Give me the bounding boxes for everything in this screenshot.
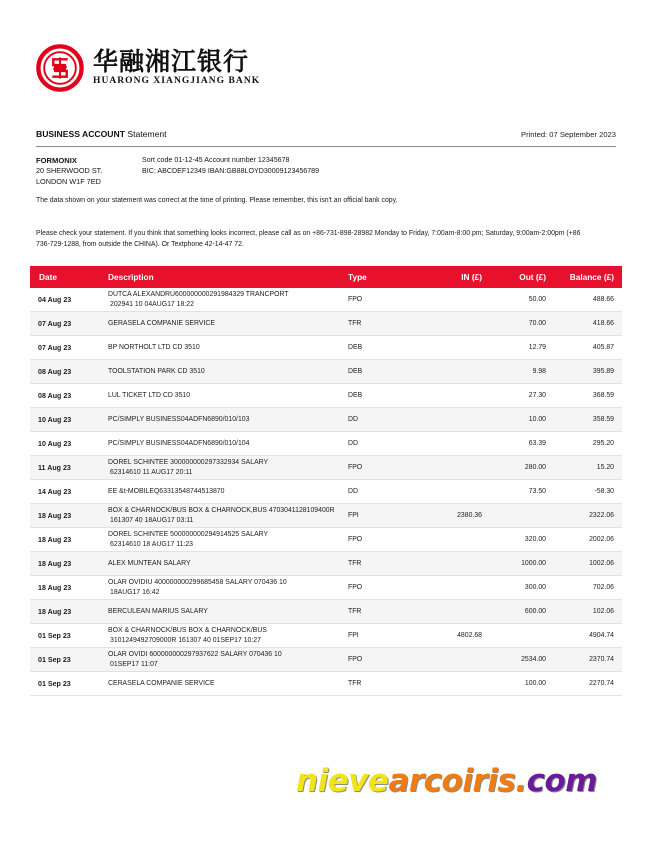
cell-balance: 358.59: [592, 416, 614, 423]
cell-out: 10.00: [528, 416, 546, 423]
description-line-1: BOX & CHARNOCK/BUS BOX & CHARNOCK,BUS 4703041128109400R: [108, 506, 335, 514]
column-header-description: Description: [108, 271, 154, 282]
cell-description: [108, 559, 348, 569]
printed-date: Printed: 07 September 2023: [521, 130, 616, 139]
cell-type: TFR: [348, 608, 362, 615]
bank-name-block: [93, 49, 260, 87]
cell-description: [108, 530, 348, 550]
description-line-2: 62314610 11 AUG17 20:11: [110, 468, 193, 476]
cell-balance: 368.59: [592, 392, 614, 399]
table-row: [30, 480, 622, 504]
description-line-1: DOREL SCHINTEE 500000000294914525 SALARY: [108, 530, 269, 538]
cell-type: DEB: [348, 344, 363, 351]
description-line-1: PC/SIMPLY BUSINESS04ADFN6890/010/104: [108, 439, 250, 447]
cell-date: 18 Aug 23: [38, 511, 72, 520]
cell-balance: 488.66: [592, 296, 614, 303]
bank-name-en: HUARONG XIANGJIANG BANK: [93, 76, 261, 87]
description-line-1: TOOLSTATION PARK CD 3510: [108, 367, 205, 375]
cell-type: FPO: [348, 296, 363, 303]
table-row: [30, 288, 622, 312]
table-row: [30, 384, 622, 408]
description-line-1: BOX & CHARNOCK/BUS BOX & CHARNOCK/BUS: [108, 626, 267, 634]
description-line-2: 01SEP17 11:07: [110, 660, 158, 668]
watermark-part-1: nieve: [296, 763, 389, 799]
table-row: [30, 648, 622, 672]
cell-type: DD: [348, 416, 358, 423]
cell-description: [108, 626, 348, 646]
cell-description: [108, 319, 348, 329]
cell-out: 12.79: [528, 344, 546, 351]
cell-out: 73.50: [528, 488, 546, 495]
description-line-1: ALEX MUNTEAN SALARY: [108, 559, 191, 567]
cell-balance: 1002.06: [589, 560, 614, 567]
cell-date: 04 Aug 23: [38, 295, 72, 304]
watermark-part-3: com: [526, 763, 598, 799]
cell-description: [108, 607, 348, 617]
printing-note: The data shown on your statement was correct at the time of printing. Please remember, this isn't an official bank copy.: [36, 197, 398, 204]
cell-out: 300.00: [524, 584, 546, 591]
cell-type: TFR: [348, 320, 362, 327]
cell-description: [108, 415, 348, 425]
table-row: [30, 312, 622, 336]
cell-date: 08 Aug 23: [38, 391, 72, 400]
cell-date: 18 Aug 23: [38, 559, 72, 568]
cell-type: FPO: [348, 536, 363, 543]
description-line-2: 18AUG17 16:42: [110, 588, 160, 596]
cell-type: DEB: [348, 392, 363, 399]
cell-out: 100.00: [524, 680, 546, 687]
description-line-1: GERASELA COMPANIE SERVICE: [108, 319, 215, 327]
bank-logo: [36, 44, 260, 92]
table-row: [30, 504, 622, 528]
cell-balance: 395.89: [592, 368, 614, 375]
cell-date: 01 Sep 23: [38, 655, 71, 664]
cell-balance: 2322.06: [589, 512, 614, 519]
cell-balance: 295.20: [592, 440, 614, 447]
customer-address-line2: LONDON W1F 7ED: [36, 177, 101, 187]
site-watermark: [296, 763, 598, 799]
column-header-date: Date: [39, 272, 57, 282]
cell-date: 18 Aug 23: [38, 583, 72, 592]
table-row: [30, 408, 622, 432]
cell-type: TFR: [348, 560, 362, 567]
column-header-balance: Balance (£): [569, 272, 614, 282]
table-body: [30, 288, 622, 696]
cell-in: 2380.36: [457, 512, 482, 519]
customer-name: FORMONIX: [36, 156, 77, 165]
cell-type: TFR: [348, 680, 362, 687]
cell-date: 18 Aug 23: [38, 535, 72, 544]
cell-type: FPO: [348, 656, 363, 663]
bank-circle-logo-icon: [36, 44, 84, 92]
cell-out: 70.00: [528, 320, 546, 327]
cell-date: 11 Aug 23: [38, 463, 71, 472]
cell-description: [108, 367, 348, 377]
cell-in: 4802.68: [457, 632, 482, 639]
cell-balance: 702.06: [592, 584, 614, 591]
cell-description: [108, 290, 348, 310]
table-row: [30, 576, 622, 600]
sort-code-and-account-number: Sort code 01-12-45 Account number 12345678: [142, 156, 290, 164]
cell-description: [108, 650, 348, 670]
cell-balance: 2370.74: [589, 656, 614, 663]
description-line-1: DOREL SCHINTEE 300000000297332934 SALARY: [108, 458, 269, 466]
cell-out: 2534.00: [521, 656, 546, 663]
table-row: [30, 552, 622, 576]
cell-out: 320.00: [524, 536, 546, 543]
column-header-in: IN (£): [461, 272, 482, 282]
account-details: [142, 155, 319, 177]
table-row: [30, 360, 622, 384]
cell-balance: -58.30: [594, 488, 614, 495]
statement-title: [36, 129, 167, 139]
column-header-out: Out (£): [519, 272, 546, 282]
description-line-1: BP NORTHOLT LTD CD 3510: [108, 343, 200, 351]
cell-date: 01 Sep 23: [38, 679, 71, 688]
description-line-1: BERCULEAN MARIUS SALARY: [108, 607, 208, 615]
watermark-part-2: arcoiris.: [388, 763, 527, 799]
description-line-1: OLAR OVIDIU 400000000299685458 SALARY 070436 10: [108, 578, 287, 586]
cell-out: 50.00: [528, 296, 546, 303]
table-header-row: [30, 266, 622, 288]
description-line-2: 62314610 18 AUG17 11:23: [110, 540, 194, 548]
cell-out: 9.98: [532, 368, 546, 375]
table-row: [30, 456, 622, 480]
cell-description: [108, 487, 348, 497]
cell-date: 07 Aug 23: [38, 319, 72, 328]
description-line-1: DUTCA ALEXANDRU600000000291984329 TRANCPORT: [108, 290, 289, 298]
contact-note: Please check your statement. If you think that something looks incorrect, please call as on +86-731-898-28982 Monday to Friday, 7:00am-8:00 pm; Saturday, 9:00am-2:00pm (+86 736-729-1288, from outside the CHINA). Or Textphone 42-14-47 72.: [36, 230, 581, 249]
cell-type: DEB: [348, 368, 363, 375]
cell-balance: 2270.74: [589, 680, 614, 687]
bank-name-cn: 华融湘江银行: [93, 47, 250, 77]
cell-balance: 405.87: [592, 344, 614, 351]
table-row: [30, 672, 622, 696]
statement-title-rest: Statement: [127, 129, 167, 139]
cell-balance: 2002.06: [589, 536, 614, 543]
cell-type: FPO: [348, 464, 363, 471]
cell-description: [108, 391, 348, 401]
cell-description: [108, 343, 348, 353]
cell-balance: 15.20: [596, 464, 614, 471]
cell-balance: 102.06: [592, 608, 614, 615]
description-line-1: PC/SIMPLY BUSINESS04ADFN6890/010/103: [108, 415, 250, 423]
cell-date: 10 Aug 23: [38, 415, 72, 424]
cell-out: 600.00: [524, 608, 546, 615]
description-line-2: 202941 10 04AUG17 18:22: [110, 300, 194, 308]
table-row: [30, 432, 622, 456]
cell-balance: 418.66: [592, 320, 614, 327]
cell-description: [108, 439, 348, 449]
statement-title-row: [36, 129, 616, 139]
description-line-1: CERASELA COMPANIE SERVICE: [108, 679, 215, 687]
cell-description: [108, 506, 348, 526]
cell-type: FPI: [348, 632, 359, 639]
cell-date: 10 Aug 23: [38, 439, 72, 448]
bic-and-iban: BIC: ABCDEF12349 IBAN:GB88LOYD30009123456789: [142, 166, 320, 175]
table-row: [30, 336, 622, 360]
description-line-1: EE &t-MOBILEQ63313548744513870: [108, 487, 225, 495]
description-line-2: 3101249492709000R 161307 40 01SEP17 10:27: [110, 636, 261, 644]
cell-type: DD: [348, 440, 358, 447]
cell-date: 01 Sep 23: [38, 631, 71, 640]
table-row: [30, 600, 622, 624]
description-line-1: OLAR OVIDI 600000000297937622 SALARY 070436 10: [108, 650, 282, 658]
table-row: [30, 624, 622, 648]
cell-out: 280.00: [524, 464, 546, 471]
statement-title-strong: BUSINESS ACCOUNT: [36, 129, 128, 139]
cell-description: [108, 458, 348, 478]
cell-out: 63.39: [528, 440, 546, 447]
cell-description: [108, 578, 348, 598]
customer-address: [36, 155, 102, 188]
cell-description: [108, 679, 348, 689]
cell-out: 27.30: [528, 392, 546, 399]
cell-date: 14 Aug 23: [38, 487, 72, 496]
cell-date: 18 Aug 23: [38, 607, 72, 616]
table-row: [30, 528, 622, 552]
cell-date: 07 Aug 23: [38, 343, 72, 352]
header-divider: [36, 146, 616, 147]
cell-type: DD: [348, 488, 358, 495]
description-line-1: LUL TICKET LTD CD 3510: [108, 391, 191, 399]
column-header-type: Type: [348, 272, 367, 282]
transactions-table: [30, 266, 622, 696]
cell-type: FPI: [348, 512, 359, 519]
cell-balance: 4904.74: [589, 632, 614, 639]
cell-date: 08 Aug 23: [38, 367, 72, 376]
description-line-2: 161307 40 18AUG17 03:11: [110, 516, 194, 524]
customer-address-line1: 20 SHERWOOD ST.: [36, 166, 103, 176]
cell-type: FPO: [348, 584, 363, 591]
cell-out: 1000.00: [521, 560, 546, 567]
